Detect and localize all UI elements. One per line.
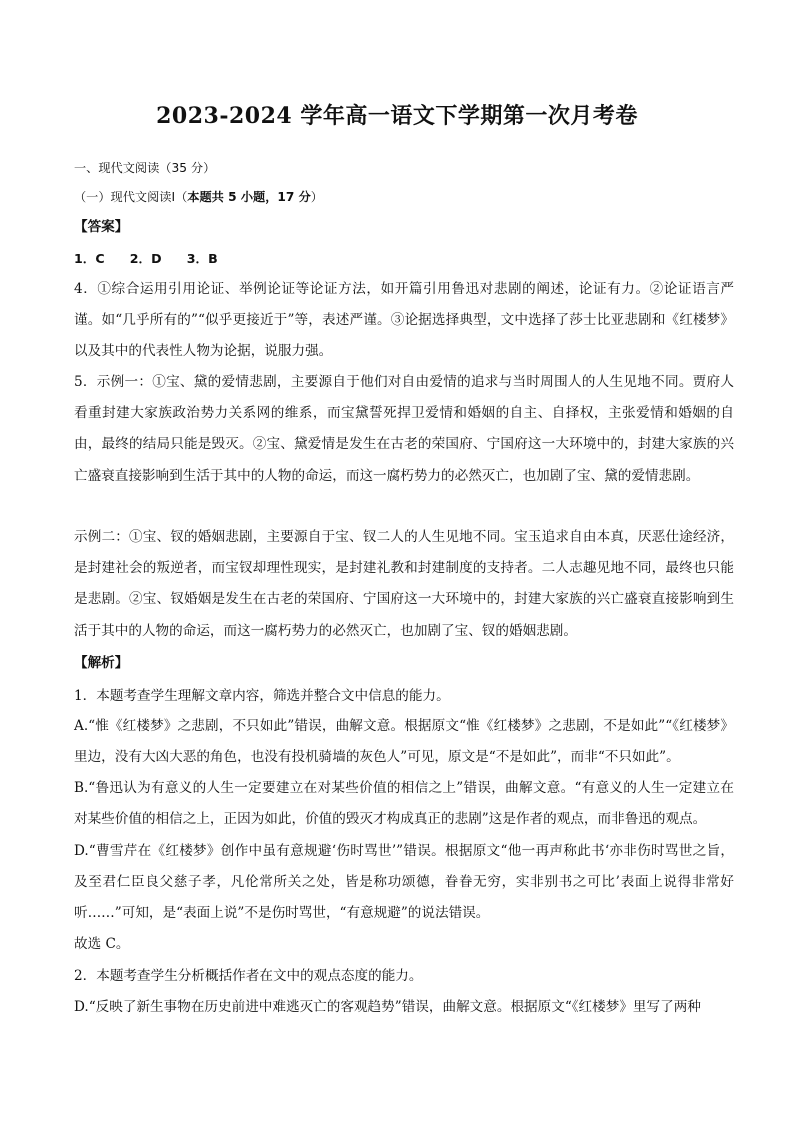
analysis-1-option-a: A.“惟《红楼梦》之悲剧，不只如此”错误，曲解文意。根据原文“惟《红楼梦》之悲剧，不是如此”“《红楼梦》里边，没有大凶大恶的角色，也没有投机骑墙的灰色人”可见，原文是“不是如此”，而非“不只如此”。 (74, 718, 734, 766)
section-heading: 一、现代文阅读（35 分） (74, 161, 216, 175)
page-title: 2023-2024 学年高一语文下学期第一次月考卷 (156, 103, 638, 129)
question-5-example-1: 5．示例一：①宝、黛的爱情悲剧，主要源自于他们对自由爱情的追求与当时周围人的人生见地不同。贾府人看重封建大家族政治势力关系网的维系，而宝黛誓死捍卫爱情和婚姻的自主、自择权，主张爱情和婚姻的自由，最终的结局只能是毁灭。②宝、黛爱情是发生在古老的荣国府、宁国府这一大环境中的，封建大家族的兴亡盛衰直接影响到生活于其中的人物的命运，而这一腐朽势力的必然灭亡，也加剧了宝、黛的爱情悲剧。 (74, 374, 734, 484)
subsection-suffix: ） (310, 190, 323, 204)
answer-list: 1．C 2．D 3．B (74, 251, 218, 266)
analysis-1-option-b: B.“鲁迅认为有意义的人生一定要建立在对某些价值的相信之上”错误，曲解文意。“有意义的人生一定建立在对某些价值的相信之上，正因为如此，价值的毁灭才构成真正的悲剧”这是作者的观点，而非鲁迅的观点。 (74, 780, 734, 828)
subsection-bold: 本题共 5 小题，17 分 (187, 190, 311, 204)
subsection-heading (74, 184, 734, 210)
question-5-example-2: 示例二：①宝、钗的婚姻悲剧，主要源自于宝、钗二人的人生见地不同。宝玉追求自由本真，厌恶仕途经济，是封建社会的叛逆者，而宝钗却理性现实，是封建礼教和封建制度的支持者。二人志趣见地不同，最终也只能是悲剧。②宝、钗婚姻是发生在古老的荣国府、宁国府这一大环境中的，封建大家族的兴亡盛衰直接影响到生活于其中的人物的命运，而这一腐朽势力的必然灭亡，也加剧了宝、钗的婚姻悲剧。 (74, 529, 734, 639)
subsection-prefix: （一）现代文阅读Ⅰ（ (74, 190, 188, 204)
answer-heading: 【答案】 (74, 219, 129, 235)
question-4-answer: 4．①综合运用引用论证、举例论证等论证方法，如开篇引用鲁迅对悲剧的阐述，论证有力。②论证语言严谨。如“几乎所有的”“似乎更接近于”等，表述严谨。③论据选择典型，文中选择了莎士比亚悲剧和《红楼梦》以及其中的代表性人物为论据，说服力强。 (74, 281, 734, 360)
analysis-1-option-d: D.“曹雪芹在《红楼梦》创作中虽有意规避‘伤时骂世’”错误。根据原文“他一再声称此书‘亦非伤时骂世之旨，及至君仁臣良父慈子孝，凡伦常所关之处，皆是称功颂德，眷眷无穷，实非别书之可比’表面上说得非常好听……”可知，是“表面上说”不是伤时骂世，“有意规避”的说法错误。 (74, 843, 734, 922)
analysis-1-intro: 1．本题考查学生理解文章内容，筛选并整合文中信息的能力。 (74, 688, 450, 704)
analysis-heading: 【解析】 (74, 655, 129, 671)
analysis-2-intro: 2．本题考查学生分析概括作者在文中的观点态度的能力。 (74, 968, 423, 984)
analysis-2-option-d: D.“反映了新生事物在历史前进中难逃灭亡的客观趋势”错误，曲解文意。根据原文“《红楼梦》里写了两种 (74, 999, 701, 1015)
analysis-1-choice: 故选 C。 (74, 936, 130, 952)
